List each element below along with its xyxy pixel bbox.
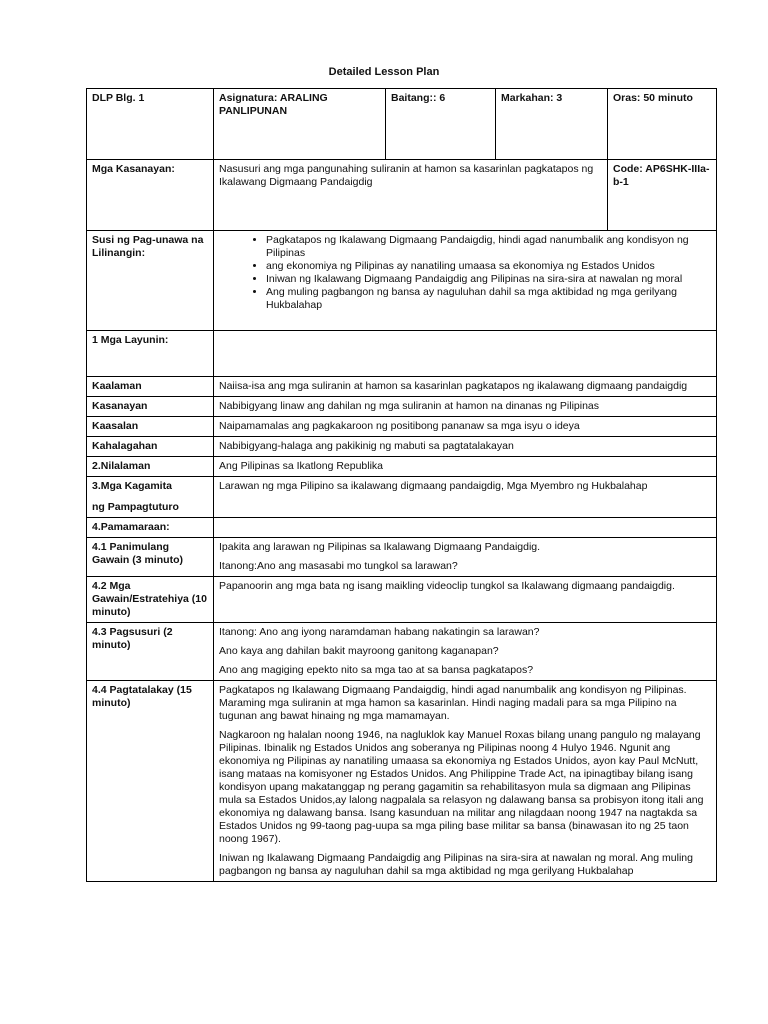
pagsusuri-content (214, 623, 717, 681)
gawain-label: 4.2 Mga Gawain/Estratehiya (10 minuto) (87, 577, 214, 623)
pagsusuri-label: 4.3 Pagsusuri (2 minuto) (87, 623, 214, 681)
kaasalan-row (87, 417, 717, 437)
dlp-number: DLP Blg. 1 (87, 89, 214, 160)
kasanayan2-row (87, 397, 717, 417)
nilalaman-label: 2.Nilalaman (87, 457, 214, 477)
layunin-text (214, 331, 717, 377)
layunin-label: 1 Mga Layunin: (87, 331, 214, 377)
kaalaman-row (87, 377, 717, 397)
paragraph: Nagkaroon ng halalan noong 1946, na nagluklok kay Manuel Roxas bilang unang pangulo ng malayang Pilipinas. Ibinalik ng Estados Unidos ang soberanya ng Pilipinas noong 4 Hulyo 1946. Ngunit ang ekonomiya ng Pilipinas ay nanatiling umaasa sa ekonomiya ng Estados Unidos, ayon kay Paul McNutt, isang mataas na komisyoner ng Estados Unidos. Ang Philippine Trade Act, na ipinagtibay bilang isang kondisyon upang makatanggap ng perang gagamitin sa rehabilitasyon mula sa digmaan ang Pilipinas mula sa Estados Unidos,ay lalong nagpalala sa relasyon ng dalawang bansa sa probisyon itong itali ang ekonomiya ng dalawang bansa. Isang kasunduan na militar ang nilagdaan noong 1947 na nagtakda sa Estados Unidos ng 99-taong pag-uupa sa mga piling base militar sa bansa (binawasan ito ng 25 taon noong 1967). (219, 729, 704, 845)
pamamaraan-label: 4.Pamamaraan: (87, 518, 214, 538)
kagamitan-label-line1: 3.Mga Kagamita (92, 480, 172, 492)
lesson-plan-table (86, 88, 717, 882)
susi-list (219, 234, 711, 312)
nilalaman-text: Ang Pilipinas sa Ikatlong Republika (214, 457, 717, 477)
kahalagahan-label: Kahalagahan (87, 437, 214, 457)
paragraph: Iniwan ng Ikalawang Digmaang Pandaigdig ang Pilipinas na sira-sira at nawalan ng moral. Ang muling pagbangon ng bansa ay naguluhan dahil sa mga aktibidad ng mga gerilyang Hukbalahap (219, 852, 693, 877)
panimulang-row (87, 538, 717, 577)
susi-label: Susi ng Pag-unawa na Lilinangin: (87, 231, 214, 331)
kahalagahan-text: Nabibigyang-halaga ang pakikinig ng mabuti sa pagtatalakayan (214, 437, 717, 457)
pagtatalakay-content (214, 681, 717, 882)
markahan: Markahan: 3 (496, 89, 608, 160)
pamamaraan-text (214, 518, 717, 538)
kagamitan-row (87, 477, 717, 518)
nilalaman-row (87, 457, 717, 477)
susi-content (214, 231, 717, 331)
panimulang-label: 4.1 Panimulang Gawain (3 minuto) (87, 538, 214, 577)
paragraph: Itanong: Ano ang iyong naramdaman habang nakatingin sa larawan? (219, 626, 540, 638)
kasanayan-row (87, 160, 717, 231)
kagamitan-label-line2: ng Pampagtuturo (92, 501, 179, 513)
paragraph: Ano kaya ang dahilan bakit mayroong ganitong kaganapan? (219, 645, 499, 657)
kasanayan2-text: Nabibigyang linaw ang dahilan ng mga suliranin at hamon na dinanas ng Pilipinas (214, 397, 717, 417)
kaasalan-label: Kaasalan (87, 417, 214, 437)
kaalaman-text: Naiisa-isa ang mga suliranin at hamon sa kasarinlan pagkatapos ng ikalawang digmaang pandaigdig (214, 377, 717, 397)
gawain-row (87, 577, 717, 623)
paragraph: Ipakita ang larawan ng Pilipinas sa Ikalawang Digmaang Pandaigdig. (219, 541, 541, 553)
kagamitan-label (87, 477, 214, 518)
baitang: Baitang:: 6 (386, 89, 496, 160)
competency-code: Code: AP6SHK-IIIa-b-1 (608, 160, 717, 231)
kaasalan-text: Naipamamalas ang pagkakaroon ng positibong pananaw sa mga isyu o ideya (214, 417, 717, 437)
susi-row (87, 231, 717, 331)
list-item: • Pagkatapos ng Ikalawang Digmaang Pandaigdig, hindi agad nanumbalik ang kondisyon ng Pilipinas (266, 234, 711, 260)
pagtatalakay-label: 4.4 Pagtatalakay (15 minuto) (87, 681, 214, 882)
pamamaraan-row (87, 518, 717, 538)
kasanayan-label: Mga Kasanayan: (87, 160, 214, 231)
kasanayan-text: Nasusuri ang mga pangunahing suliranin at hamon sa kasarinlan pagkatapos ng Ikalawang Digmaang Pandaigdig (214, 160, 608, 231)
panimulang-content (214, 538, 717, 577)
kaalaman-label: Kaalaman (87, 377, 214, 397)
gawain-text: Papanoorin ang mga bata ng isang maikling videoclip tungkol sa Ikalawang digmaang pandaigdig. (214, 577, 717, 623)
paragraph: Pagkatapos ng Ikalawang Digmaang Pandaigdig, hindi agad nanumbalik ang kondisyon ng Pilipinas. Maraming mga suliranin at mga hamon sa kasarinlan. Hindi naging madali para sa mga Pilipino na tugunan ang bawat hinaing ng mga mamamayan. (219, 684, 687, 722)
kasanayan2-label: Kasanayan (87, 397, 214, 417)
oras: Oras: 50 minuto (608, 89, 717, 160)
pagsusuri-row (87, 623, 717, 681)
kahalagahan-row (87, 437, 717, 457)
list-item: • Iniwan ng Ikalawang Digmaang Pandaigdig ang Pilipinas na sira-sira at nawalan ng moral (266, 273, 711, 286)
paragraph: Itanong:Ano ang masasabi mo tungkol sa larawan? (219, 560, 458, 572)
pagtatalakay-row (87, 681, 717, 882)
list-item: • ang ekonomiya ng Pilipinas ay nanatiling umaasa sa ekonomiya ng Estados Unidos (266, 260, 711, 273)
kagamitan-text: Larawan ng mga Pilipino sa ikalawang digmaang pandaigdig, Mga Myembro ng Hukbalahap (214, 477, 717, 518)
paragraph: Ano ang magiging epekto nito sa mga tao at sa bansa pagkatapos? (219, 664, 534, 676)
list-item: • Ang muling pagbangon ng bansa ay naguluhan dahil sa mga aktibidad ng mga gerilyang Hukbalahap (266, 286, 711, 312)
asignatura: Asignatura: ARALING PANLIPUNAN (214, 89, 386, 160)
layunin-row (87, 331, 717, 377)
document-title: Detailed Lesson Plan (328, 66, 440, 78)
header-row (87, 89, 717, 160)
